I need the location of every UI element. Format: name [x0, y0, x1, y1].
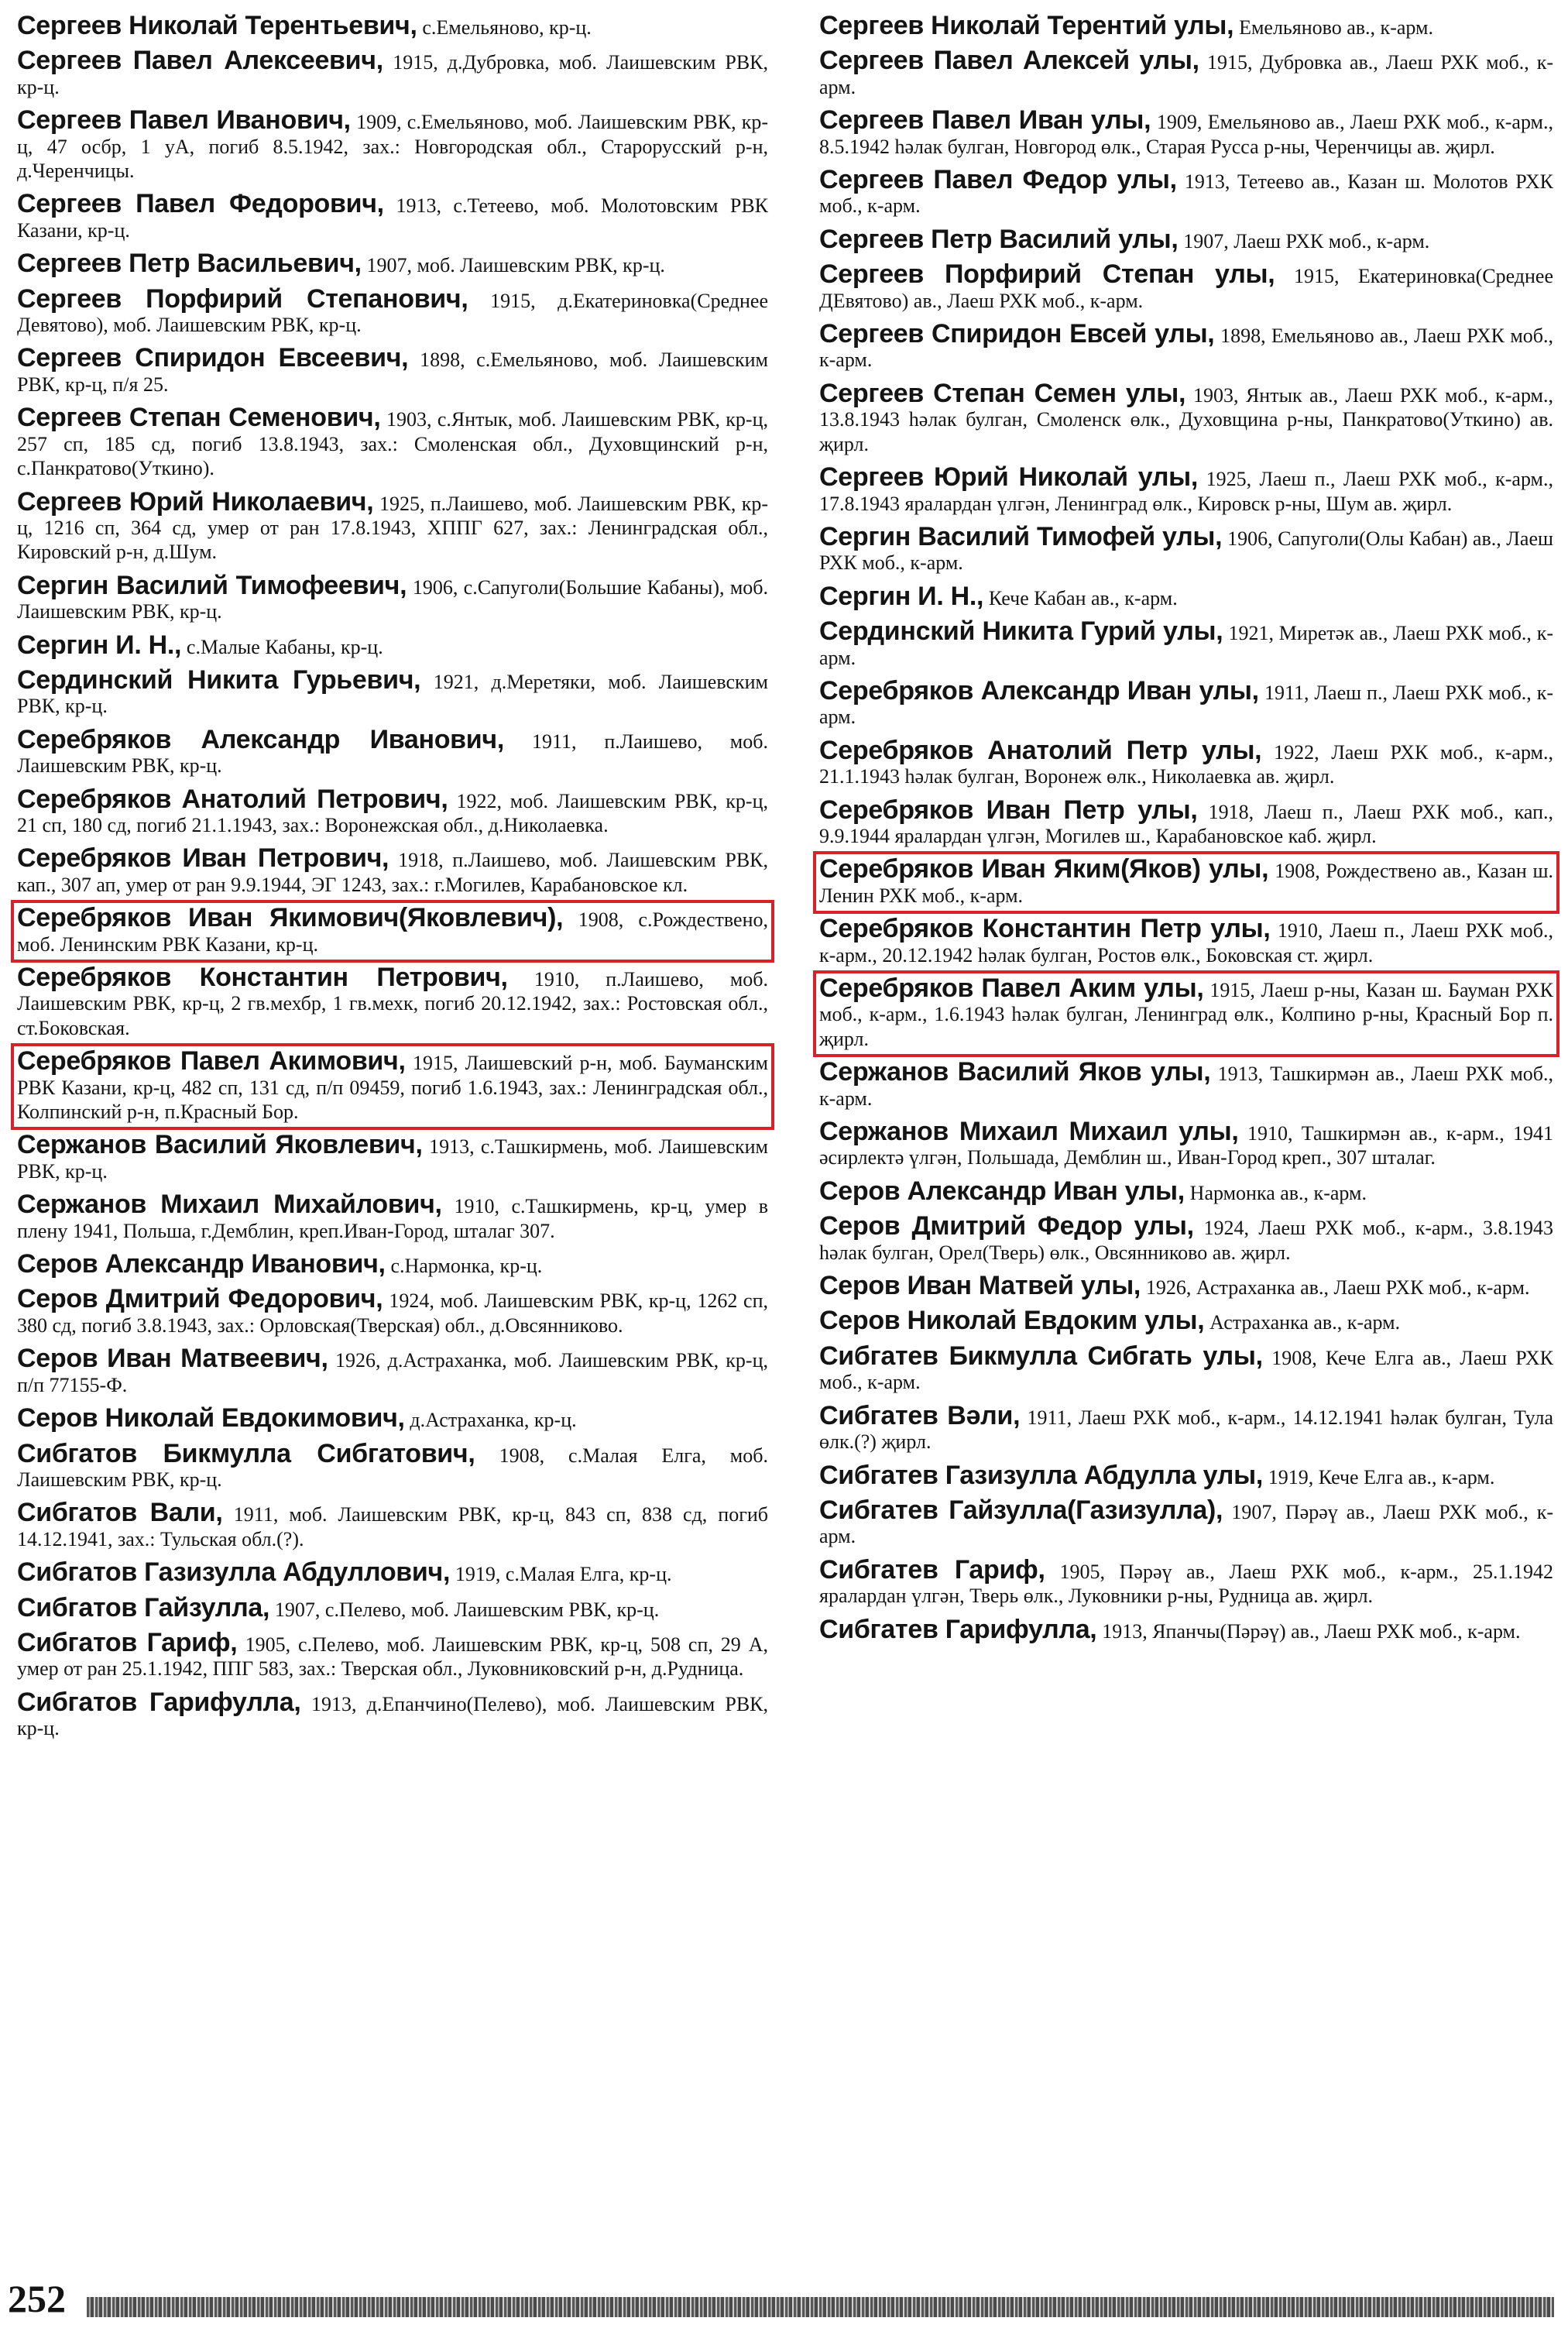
memorial-entry [819, 224, 1553, 254]
memorial-entry [819, 11, 1553, 40]
person-name: Сибгатев Бикмулла Сибгать улы, [819, 1341, 1263, 1371]
person-details: 1913, д.Епанчино(Пелево), моб. Лаишевским РВК, кр-ц. [17, 1692, 769, 1740]
person-name: Серебряков Константин Петр улы, [819, 914, 1271, 944]
person-name: Сердинский Никита Гурий улы, [819, 616, 1223, 647]
person-name: Сергеев Николай Терентьевич, [17, 11, 417, 40]
memorial-entry [17, 403, 768, 480]
person-name: Сергин И. Н., [17, 630, 182, 660]
person-name: Серов Николай Евдоким улы, [819, 1306, 1205, 1336]
memorial-entry [17, 903, 768, 956]
person-details: 1915, Лаеш р-ны, Казан ш. Бауман РХК моб., к-арм., 1.6.1943 һәлак булган, Ленинград өлк., Колпино р-ны, Красный Бор п. җирл. [819, 979, 1554, 1050]
person-name: Серебряков Павел Акимович, [17, 1046, 406, 1076]
memorial-entry [17, 283, 769, 338]
person-details: 1921, д.Меретяки, моб. Лаишевским РВК, кр-ц. [17, 670, 768, 718]
person-details: 1907, с.Пелево, моб. Лаишевским РВК, кр-ц. [274, 1598, 660, 1621]
right-column-tatar [819, 11, 1554, 1653]
person-details: 1919, Кече Елга ав., к-арм. [1268, 1465, 1495, 1488]
memorial-entry [17, 724, 768, 778]
memorial-entry [17, 1130, 769, 1183]
memorial-entry [17, 1557, 768, 1588]
person-name: Сибгатов Гарифулла, [17, 1687, 301, 1717]
memorial-entry [819, 1117, 1554, 1170]
person-name: Сергеев Николай Терентий улы, [819, 11, 1234, 40]
person-details: 1911, моб. Лаишевским РВК, кр-ц, 843 сп, 838 сд, погиб 14.12.1941, зах.: Тульская обл.(?). [17, 1503, 769, 1550]
memorial-entry [819, 1176, 1553, 1206]
person-name: Сергеев Павел Федорович, [17, 189, 384, 219]
person-details: 1918, п.Лаишево, моб. Лаишевским РВК, кап., 307 ап, умер от ран 9.9.1944, ЭГ 1243, зах.: г.Могилев, Карабановское кл. [17, 849, 768, 896]
memorial-entry [17, 249, 768, 279]
person-name: Сибгатев Гариф, [819, 1554, 1045, 1585]
person-name: Серов Иван Матвеевич, [17, 1344, 328, 1374]
memorial-entry [17, 11, 768, 40]
memorial-entry [17, 1344, 768, 1397]
person-details: 1913, с.Тетеево, моб. Молотовским РВК Казани, кр-ц. [17, 194, 769, 242]
person-details: 1925, Лаеш п., Лаеш РХК моб., к-арм., 17.8.1943 яралардан үлгән, Ленинград өлк., Кировск р-ны, Шум ав. җирл. [819, 468, 1554, 515]
memorial-entry [819, 914, 1553, 967]
person-details: 1908, с.Малая Елга, моб. Лаишевским РВК, кр-ц. [17, 1444, 768, 1491]
page-number: 252 [8, 2277, 66, 2320]
person-details: 1913, Ташкирмән ав., Лаеш РХК моб., к-арм. [819, 1063, 1553, 1110]
person-details: 1910, Ташкирмән ав., к-арм., 1941 әсирлектә үлгән, Польшада, Демблин ш., Иван-Город креп., 307 шталаг. [819, 1122, 1554, 1169]
memorial-entry [17, 784, 769, 838]
person-details: 1922, Лаеш РХК моб., к-арм., 21.1.1943 һәлак булган, Воронеж өлк., Николаевка ав. җирл. [819, 740, 1554, 788]
memorial-entry [17, 1498, 769, 1551]
person-name: Сергеев Павел Алексей улы, [819, 46, 1199, 76]
person-details: 1908, с.Рождествено, моб. Ленинским РВК Казани, кр-ц. [17, 908, 768, 956]
memorial-entry [819, 1554, 1553, 1609]
memorial-entry [819, 319, 1553, 373]
memorial-entry [17, 570, 769, 624]
person-name: Сергеев Павел Федор улы, [819, 165, 1177, 195]
memorial-entry [819, 581, 1553, 611]
person-name: Серебряков Иван Петрович, [17, 843, 389, 874]
person-details: 1908, Кече Елга ав., Лаеш РХК моб., к-арм. [819, 1346, 1553, 1394]
person-details: 1911, Лаеш п., Лаеш РХК моб., к-арм. [819, 681, 1553, 729]
person-details: 1911, п.Лаишево, моб. Лаишевским РВК, кр-ц. [17, 730, 768, 778]
person-name: Сержанов Василий Яковлевич, [17, 1130, 423, 1160]
left-column-russian [17, 11, 769, 1750]
person-details: 1915, Дубровка ав., Лаеш РХК моб., к-арм. [819, 51, 1554, 98]
person-details: 1905, с.Пелево, моб. Лаишевским РВК, кр-ц, 508 сп, 29 А, умер от ран 25.1.1942, ППГ 583, зах.: Тверская обл., Луковниковский р-н, д.Рудница. [17, 1633, 769, 1681]
memorial-entry [819, 1460, 1553, 1490]
person-details: 1922, моб. Лаишевским РВК, кр-ц, 21 сп, 180 сд, погиб 21.1.1943, зах.: Воронежская обл., д.Николаевка. [17, 789, 769, 836]
person-name: Сержанов Михаил Михайлович, [17, 1190, 442, 1220]
memorial-entry [819, 1495, 1553, 1549]
person-name: Сергеев Юрий Николаевич, [17, 486, 374, 517]
memorial-entry [17, 189, 769, 242]
memorial-entry [17, 486, 768, 565]
memorial-entry [17, 343, 769, 397]
person-details: с.Малые Кабаны, кр-ц. [186, 635, 383, 658]
person-name: Серебряков Александр Иван улы, [819, 675, 1259, 706]
person-name: Серов Александр Иванович, [17, 1249, 386, 1279]
person-name: Сергин Василий Тимофеевич, [17, 570, 407, 600]
memorial-entry [819, 973, 1554, 1051]
memorial-entry [17, 1046, 768, 1124]
person-name: Сергеев Павел Алексеевич, [17, 46, 383, 76]
person-name: Сибгатев Газизулла Абдулла улы, [819, 1460, 1263, 1490]
person-name: Сергеев Павел Иванович, [17, 105, 351, 136]
person-name: Сергеев Спиридон Евсеевич, [17, 343, 409, 373]
memorial-entry [819, 795, 1553, 849]
person-details: д.Астраханка, кр-ц. [410, 1409, 577, 1432]
person-name: Сергеев Юрий Николай улы, [819, 462, 1199, 493]
person-name: Сибгатев Гарифулла, [819, 1614, 1097, 1644]
person-name: Сергин Василий Тимофей улы, [819, 521, 1223, 551]
memorial-entry [17, 1403, 768, 1434]
person-name: Сержанов Василий Яков улы, [819, 1057, 1211, 1087]
person-details: 1926, Астраханка ав., Лаеш РХК моб., к-арм. [1145, 1276, 1530, 1300]
person-name: Сибгатов Вали, [17, 1498, 223, 1528]
memorial-entry [819, 1271, 1553, 1301]
memorial-entry [17, 1687, 769, 1741]
memorial-entry [819, 675, 1553, 730]
person-details: 1907, Лаеш РХК моб., к-арм. [1183, 229, 1430, 252]
person-details: 1908, Рождествено ав., Казан ш. Ленин РХК моб., к-арм. [819, 860, 1553, 907]
decorative-bottom-rule [87, 2297, 1554, 2317]
person-name: Сержанов Михаил Михаил улы, [819, 1117, 1239, 1147]
person-details: 1906, Сапуголи(Олы Кабан) ав., Лаеш РХК моб., к-арм. [819, 527, 1554, 575]
person-name: Сергеев Порфирий Степан улы, [819, 259, 1275, 290]
memorial-entry [819, 1306, 1553, 1336]
person-name: Сердинский Никита Гурьевич, [17, 664, 421, 695]
memorial-entry [819, 1341, 1553, 1395]
person-name: Сергеев Степан Семенович, [17, 403, 381, 433]
person-name: Серебряков Иван Петр улы, [819, 795, 1198, 825]
person-details: с.Емельяново, кр-ц. [422, 16, 592, 39]
person-details: 1913, Япанчы(Пәрәү) ав., Лаеш РХК моб., к-арм. [1102, 1619, 1521, 1643]
person-details: 1926, д.Астраханка, моб. Лаишевским РВК, кр-ц, п/п 77155-Ф. [17, 1349, 768, 1396]
person-name: Сибгатов Бикмулла Сибгатович, [17, 1438, 475, 1468]
person-name: Сергеев Павел Иван улы, [819, 105, 1151, 136]
person-details: 1919, с.Малая Елга, кр-ц. [455, 1563, 672, 1586]
memorial-entry [17, 1284, 769, 1337]
person-details: 1925, п.Лаишево, моб. Лаишевским РВК, кр-ц, 1216 сп, 364 сд, умер от ран 17.8.1943, ХППГ 627, зах.: Ленинградская обл., Кировский р-н, д.Шум. [17, 492, 768, 564]
memorial-entry [819, 105, 1554, 159]
person-details: 1913, с.Ташкирмень, моб. Лаишевским РВК, кр-ц. [17, 1135, 769, 1183]
person-details: 1924, Лаеш РХК моб., к-арм., 3.8.1943 һәлак булган, Орел(Тверь) өлк., Овсянниково ав. җирл. [819, 1217, 1554, 1264]
memorial-entry [819, 46, 1554, 99]
memorial-entry [17, 1627, 769, 1681]
person-details: 1906, с.Сапуголи(Большие Кабаны), моб. Лаишевским РВК, кр-ц. [17, 575, 769, 623]
person-name: Сергин И. Н., [819, 581, 984, 611]
person-name: Сибгатов Гайзулла, [17, 1592, 270, 1622]
person-details: 1924, моб. Лаишевским РВК, кр-ц, 1262 сп, 380 сд, погиб 3.8.1943, зах.: Орловская(Тверская) обл., д.Овсянниково. [17, 1289, 769, 1337]
person-details: 1898, Емельяново ав., Лаеш РХК моб., к-арм. [819, 324, 1553, 372]
person-details: 1918, Лаеш п., Лаеш РХК моб., кап., 9.9.1944 яралардан үлгән, Могилев ш., Карабановское каб. җирл. [819, 800, 1553, 847]
person-name: Сергеев Петр Васильевич, [17, 249, 362, 279]
person-name: Серов Дмитрий Федор улы, [819, 1211, 1194, 1241]
person-details: 1910, Лаеш п., Лаеш РХК моб., к-арм., 20.12.1942 һәлак булган, Ростов өлк., Боковская ст. җирл. [819, 919, 1553, 967]
person-details: 1903, с.Янтык, моб. Лаишевским РВК, кр-ц, 257 сп, 185 сд, погиб 13.8.1943, зах.: Смоленская обл., Духовщинский р-н, с.Панкратово(Уткино). [17, 408, 768, 480]
person-name: Серов Николай Евдокимович, [17, 1403, 405, 1434]
person-details: Нармонка ав., к-арм. [1189, 1181, 1367, 1204]
person-details: 1915, Екатериновка(Среднее ДЕвятово) ав., Лаеш РХК моб., к-арм. [819, 265, 1554, 312]
memorial-entry [17, 1249, 768, 1279]
memorial-entry [17, 843, 768, 897]
person-details: 1915, д.Дубровка, моб. Лаишевским РВК, кр-ц. [17, 51, 769, 98]
person-details: 1909, Емельяново ав., Лаеш РХК моб., к-арм., 8.5.1942 һәлак булган, Новгород өлк., Старая Русса р-ны, Черенчицы ав. җирл. [819, 111, 1554, 158]
memorial-entry [17, 630, 768, 660]
memorial-entry [819, 1057, 1553, 1111]
person-details: 1903, Янтык ав., Лаеш РХК моб., к-арм., 13.8.1943 һәлак булган, Смоленск өлк., Духовщина р-ны, Панкратово(Уткино) ав. җирл. [819, 383, 1554, 455]
person-details: 1905, Пәрәү ав., Лаеш РХК моб., к-арм., 25.1.1942 яралардан үлгән, Тверь өлк., Луковники р-ны, Рудница ав. җирл. [819, 1560, 1553, 1608]
memorial-entry [819, 259, 1554, 313]
person-details: 1915, Лаишевский р-н, моб. Бауманским РВК Казани, кр-ц, 482 сп, 131 сд, п/п 09459, погиб 1.6.1943, зах.: Ленинградская обл., Колпинский р-н, п.Красный Бор. [17, 1052, 768, 1124]
person-name: Серов Александр Иван улы, [819, 1176, 1185, 1206]
person-name: Сибгатов Газизулла Абдуллович, [17, 1557, 451, 1588]
person-details: Кече Кабан ав., к-арм. [988, 586, 1178, 609]
person-name: Серебряков Александр Иванович, [17, 724, 504, 754]
person-details: 1909, с.Емельяново, моб. Лаишевским РВК, кр-ц, 47 осбр, 1 уА, погиб 8.5.1942, зах.: Новгородская обл., Старорусский р-н, д.Черенчицы. [17, 111, 768, 183]
memorial-entry [819, 1211, 1554, 1265]
person-name: Сибгатов Гариф, [17, 1627, 238, 1657]
person-name: Сергеев Петр Василий улы, [819, 224, 1179, 254]
memorial-entry [17, 963, 769, 1040]
memorial-entry [17, 105, 768, 183]
person-details: с.Нармонка, кр-ц. [390, 1255, 543, 1278]
person-name: Серов Дмитрий Федорович, [17, 1284, 383, 1314]
person-name: Серебряков Анатолий Петрович, [17, 784, 448, 814]
person-name: Серов Иван Матвей улы, [819, 1271, 1141, 1301]
person-details: 1911, Лаеш РХК моб., к-арм., 14.12.1941 һәлак булган, Тула өлк.(?) җирл. [819, 1406, 1553, 1454]
memorial-entry [17, 1438, 768, 1492]
person-details: 1898, с.Емельяново, моб. Лаишевским РВК, кр-ц, п/я 25. [17, 349, 769, 396]
person-name: Серебряков Павел Аким улы, [819, 973, 1204, 1003]
person-name: Сергеев Степан Семен улы, [819, 378, 1186, 408]
memorial-entry [819, 521, 1554, 575]
memorial-entry [819, 1400, 1553, 1454]
memorial-entry [819, 378, 1554, 456]
person-details: Астраханка ав., к-арм. [1209, 1311, 1401, 1334]
person-details: Емельяново ав., к-арм. [1239, 16, 1433, 39]
person-details: 1913, Тетеево ав., Казан ш. Молотов РХК моб., к-арм. [819, 170, 1554, 218]
person-name: Сергеев Порфирий Степанович, [17, 283, 468, 314]
person-name: Серебряков Иван Яким(Яков) улы, [819, 854, 1269, 884]
person-name: Сергеев Спиридон Евсей улы, [819, 319, 1215, 349]
person-name: Серебряков Иван Якимович(Яковлевич), [17, 903, 564, 933]
person-name: Серебряков Анатолий Петр улы, [819, 735, 1262, 765]
memorial-entry [819, 735, 1554, 789]
person-details: 1907, моб. Лаишевским РВК, кр-ц. [366, 254, 665, 277]
memorial-entry [17, 664, 768, 719]
person-name: Сибгатев Вәли, [819, 1400, 1021, 1430]
person-details: 1910, с.Ташкирмень, кр-ц, умер в плену 1941, Польша, г.Демблин, креп.Иван-Город, шталаг 307. [17, 1195, 769, 1242]
memorial-entry [17, 1592, 768, 1622]
memorial-entry [819, 462, 1554, 516]
memorial-entry [17, 1190, 769, 1243]
memorial-entry [819, 1614, 1553, 1644]
memorial-entry [819, 616, 1553, 670]
person-name: Серебряков Константин Петрович, [17, 963, 508, 992]
memorial-entry [819, 854, 1553, 908]
memorial-entry [17, 46, 769, 99]
person-details: 1910, п.Лаишево, моб. Лаишевским РВК, кр-ц, 2 гв.мехбр, 1 гв.мехк, погиб 20.12.1942, зах.: Ростовская обл., ст.Боковская. [17, 968, 769, 1039]
memorial-entry [819, 165, 1554, 218]
person-details: 1921, Миретәк ав., Лаеш РХК моб., к-арм. [819, 622, 1553, 669]
person-name: Сибгатев Гайзулла(Газизулла), [819, 1495, 1223, 1525]
person-details: 1907, Пәрәү ав., Лаеш РХК моб., к-арм. [819, 1500, 1553, 1548]
person-details: 1915, д.Екатериновка(Среднее Девятово), моб. Лаишевским РВК, кр-ц. [17, 289, 769, 337]
